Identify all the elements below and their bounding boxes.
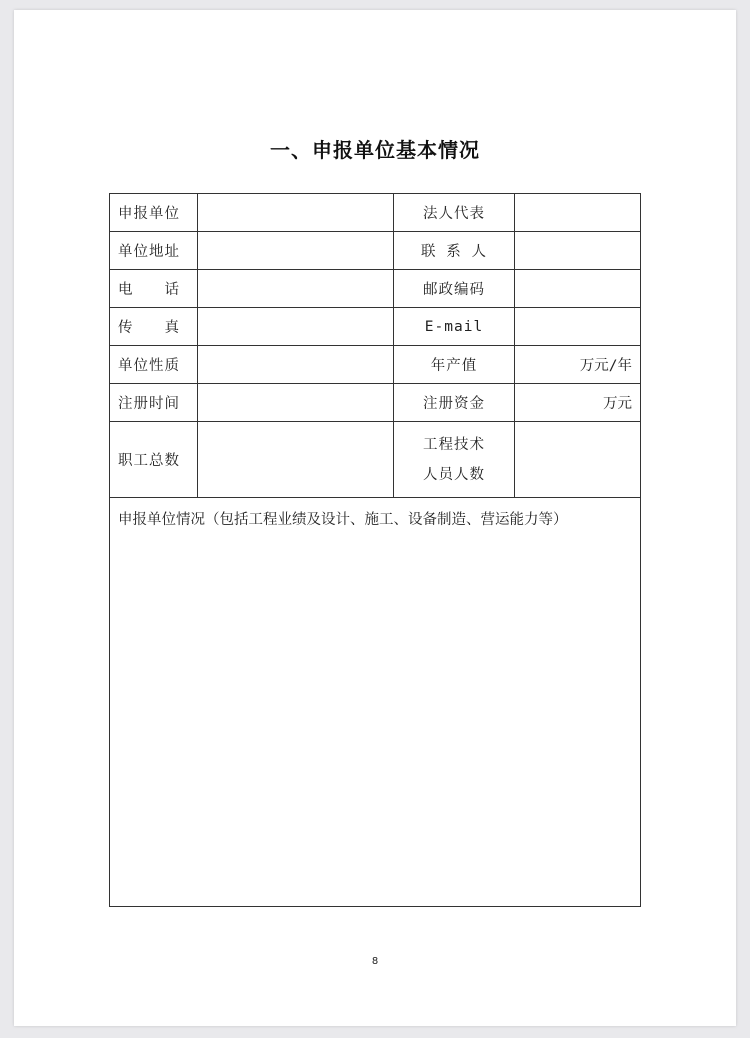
label-total-staff: 职工总数 (110, 422, 198, 498)
table-row (110, 346, 641, 384)
value-email[interactable] (515, 308, 641, 346)
value-total-staff[interactable] (198, 422, 394, 498)
value-phone[interactable] (198, 270, 394, 308)
value-contact[interactable] (515, 232, 641, 270)
label-tech-staff-line1: 工程技术 (423, 436, 485, 453)
page-number: 8 (371, 956, 379, 967)
table-row (110, 422, 641, 498)
label-address: 单位地址 (110, 232, 198, 270)
label-fax: 传 真 (110, 308, 198, 346)
label-reg-capital: 注册资金 (394, 384, 515, 422)
value-reg-capital-unit[interactable]: 万元 (515, 384, 641, 422)
table-row (110, 270, 641, 308)
basic-info-table (109, 193, 641, 907)
label-tech-staff (394, 422, 515, 498)
table-row (110, 498, 641, 907)
value-tech-staff[interactable] (515, 422, 641, 498)
table-row (110, 232, 641, 270)
label-tech-staff-line2: 人员人数 (423, 466, 485, 483)
value-legal-rep[interactable] (515, 194, 641, 232)
label-contact: 联 系 人 (394, 232, 515, 270)
page-title: 一、申报单位基本情况 (270, 138, 480, 162)
description-area[interactable] (110, 498, 641, 907)
value-postcode[interactable] (515, 270, 641, 308)
label-reg-date: 注册时间 (110, 384, 198, 422)
description-label: 申报单位情况（包括工程业绩及设计、施工、设备制造、营运能力等） (118, 512, 568, 528)
label-legal-rep: 法人代表 (394, 194, 515, 232)
label-nature: 单位性质 (110, 346, 198, 384)
label-email: E-mail (394, 308, 515, 346)
table-row (110, 308, 641, 346)
value-annual-output-unit[interactable]: 万元/年 (515, 346, 641, 384)
document-page (14, 10, 736, 1026)
value-address[interactable] (198, 232, 394, 270)
label-phone: 电 话 (110, 270, 198, 308)
value-nature[interactable] (198, 346, 394, 384)
label-postcode: 邮政编码 (394, 270, 515, 308)
table-row (110, 384, 641, 422)
label-annual-output: 年产值 (394, 346, 515, 384)
value-applicant[interactable] (198, 194, 394, 232)
label-applicant: 申报单位 (110, 194, 198, 232)
table-row (110, 194, 641, 232)
value-reg-date[interactable] (198, 384, 394, 422)
value-fax[interactable] (198, 308, 394, 346)
